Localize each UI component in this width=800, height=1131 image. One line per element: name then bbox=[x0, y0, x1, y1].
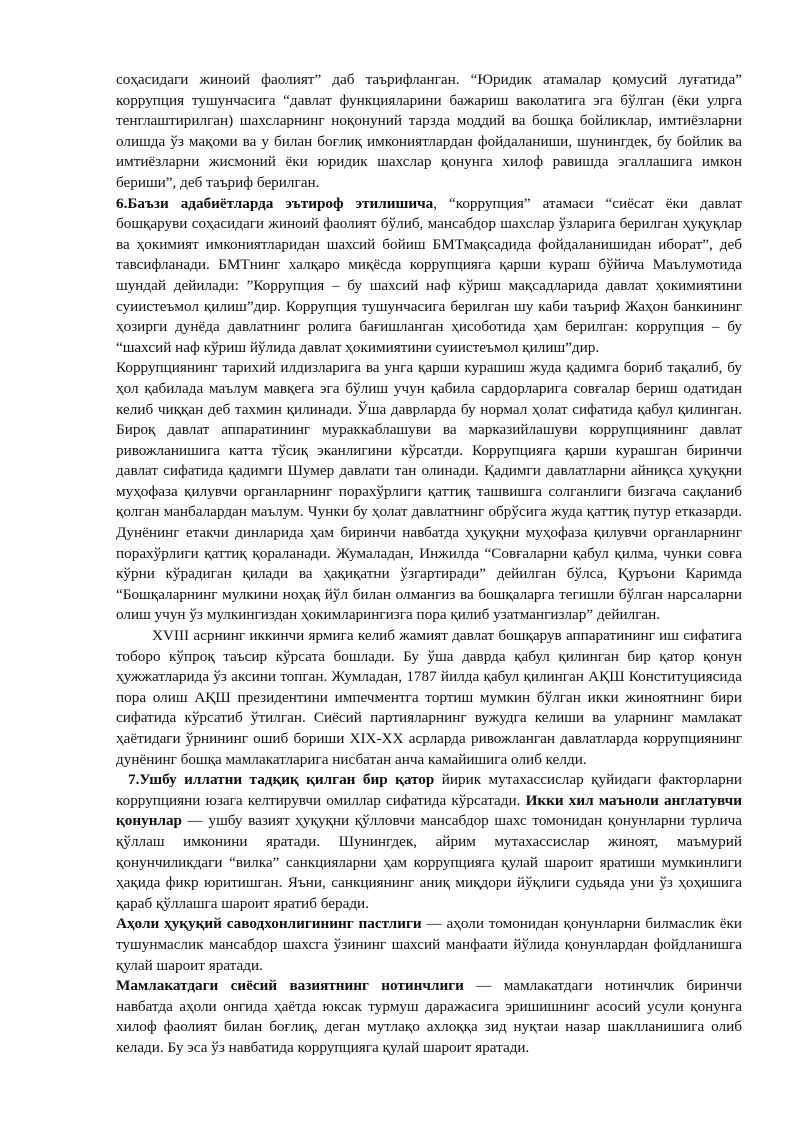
paragraph-point-6 bbox=[116, 194, 742, 359]
factor-legal-literacy-heading: Аҳоли ҳуқуқий саводхонлигининг пастлиги bbox=[116, 915, 422, 933]
paragraph-text: Коррупциянинг тарихий илдизларига ва унга қарши курашиш жуда қадимга бориб тақалиб, бу ҳол қабилада маълум мавқега эга бўлиш учун қабила сардорларига совғалар бериш одатидан келиб чиққан деб тахмин қилинади. Ўша даврларда бу нормал ҳолат сифатида қабул қилинган. Бироқ давлат аппаратининг мураккаблашуви ва марказийлашуви коррупциянинг давлат ривожланишига катта тўсиқ эканлигини кўрсатди. Коррупцияга қарши курашган биринчи давлат сифатида қадимги Шумер давлати тан олинади. Қадимги давлатларни айниқса ҳуқуқни муҳофаза қилувчи органларнинг порахўрлиги қаттиқ ташвишга солганлиги бизгача сақланиб қолган манбалардан маълум. Чунки бу ҳолат давлатнинг обрўсига жуда қаттиқ путур етказарди. Дунёнинг етакчи динларида ҳам биринчи навбатда ҳуқуқни муҳофаза қилувчи органларнинг порахўрлиги қаттиқ қораланади. Жумаладан, Инжилда “Совғаларни қабул қилма, чунки совға кўрни кўрадиган қилади ва ҳақиқатни ўзгартиради” дейилган бўлса, Қуръони Каримда “Бошқаларнинг мулкини ноҳақ йўл билан олмангиз ва бошқаларга тегишли бўлган нарсаларни олиш учун ўз мулкингиздан ҳокимларингизга пора қилиб узатмангизлар” дейилган. bbox=[116, 359, 742, 624]
paragraph-text: — мамлакатдаги нотинчлик биринчи навбатда аҳоли онгида ҳаётда юксак турмуш даражасига эришишнинг асосий усули қонунга хилоф фаолият билан боғлиқ, деган мутлақо ахлоққа зид нуқтаи назар шаклланишига олиб келади. Бу эса ўз навбатида коррупцияга қулай шароит яратади. bbox=[116, 977, 742, 1056]
paragraph-text: йирик мутахассислар қуйидаги факторларни коррупцияни юзага келтирувчи омиллар сифатида кўрсатади. bbox=[116, 771, 742, 809]
paragraph-text: XVIII асрнинг иккинчи ярмига келиб жамият давлат бошқарув аппаратининг иш сифатига тоборо кўпроқ таъсир кўрсата бошлади. Бу ўша даврда қабул қилинган бир қатор қонун ҳужжатларида ўз аксини топган. Жумладан, 1787 йилда қабул қилинган АҚШ Конституциясида пора олиш АҚШ президентини импечментга тортиш мумкин бўлган икки жиноятнинг бири сифатида кўрсатиб ўтилган. Сиёсий партияларнинг вужудга келиши ва уларнинг мамлакат ҳаётидаги ўрнининг ошиб бориши XIX-XX асрларда ривожланган давлатларда коррупциянинг дунёнинг бошқа мамлакатларига нисбатан анча камайишига олиб келди. bbox=[116, 627, 742, 768]
paragraph-history bbox=[116, 358, 742, 626]
point-7-heading: 7.Ушбу иллатни тадқиқ қилган бир қатор bbox=[128, 771, 435, 789]
paragraph-definition-continued bbox=[116, 70, 742, 194]
paragraph-text: , “коррупция” атамаси “сиёсат ёки давлат бошқаруви соҳасидаги жиноий фаолият бўлиб, мансабдор шахслар ўзларига берилган ҳуқуқлар ва ҳокимият имкониятларидан шахсий бойиш БМТмақсадида фойдаланишидан иборат”, деб тавсифланади. БМТнинг халқаро миқёсда коррупцияга қарши кураш бўйича Маълумотида шундай дейилади: ”Коррупция – бу шахсий наф кўриш мақсадларида давлат ҳокимиятини суиистеъмол қилиш”дир. Коррупция тушунчасига берилган шу каби таъриф Жаҳон банкининг ҳозирги дунёда давлатнинг ролига бағишланган ҳисоботида ҳам берилган: коррупция – бу “шахсий наф кўриш йўлида давлат ҳокимиятини суиистеъмол қилиш”дир. bbox=[116, 194, 742, 356]
factor-ambiguous-laws-heading: Икки хил маъноли англатувчи қонунлар bbox=[116, 791, 742, 830]
paragraph-text: — ушбу вазият ҳуқуқни қўлловчи мансабдор шахс томонидан қонунларни турлича қўллаш имконини яратади. Шунингдек, айрим мутахассислар жиноят, маъмурий қонунчиликдаги “вилка” санкцияларни ҳам коррупцияга қулай шароит яратиши мумкинлиги ҳақида фикр юритишган. Яъни, санкциянинг аниқ миқдори йўқлиги судьяда уни ўз ҳоҳишига қараб қўллашга шароит яратиб беради. bbox=[116, 812, 742, 912]
paragraph-political-instability bbox=[116, 976, 742, 1058]
factor-political-instability-heading: Мамлакатдаги сиёсий вазиятнинг нотинчлиги bbox=[116, 977, 464, 995]
point-6-heading: 6.Баъзи адабиётларда эътироф этилишича bbox=[116, 194, 434, 212]
paragraph-legal-literacy bbox=[116, 914, 742, 976]
paragraph-text: — аҳоли томонидан қонунларни билмаслик ёки тушунмаслик мансабдор шахсга ўзининг шахсий манфаати йўлида қонунлардан фойдланишга қулай шароит яратади. bbox=[116, 915, 742, 974]
paragraph-text: соҳасидаги жиноий фаолият” даб таърифланган. “Юридик атамалар қомусий луғатида” коррупция тушунчасига “давлат функцияларини бажариш ваколатига эга бўлган (ёки улрга тенглаштирилган) шахсларнинг ноқонуний тарзда моддий ва бошқа бойликлар, имтиёзларни олишда ўз мақоми ва у билан боғлиқ имкониятлардан фойдаланиши, шунингдек, бу бойлик ва имтиёзларни жисмоний ёки юридик шахслар қонунга хилоф равишда эгаллашига имкон бериши”, деб таъриф берилган. bbox=[116, 71, 742, 191]
paragraph-point-7 bbox=[116, 770, 742, 914]
paragraph-18th-century bbox=[116, 626, 742, 770]
